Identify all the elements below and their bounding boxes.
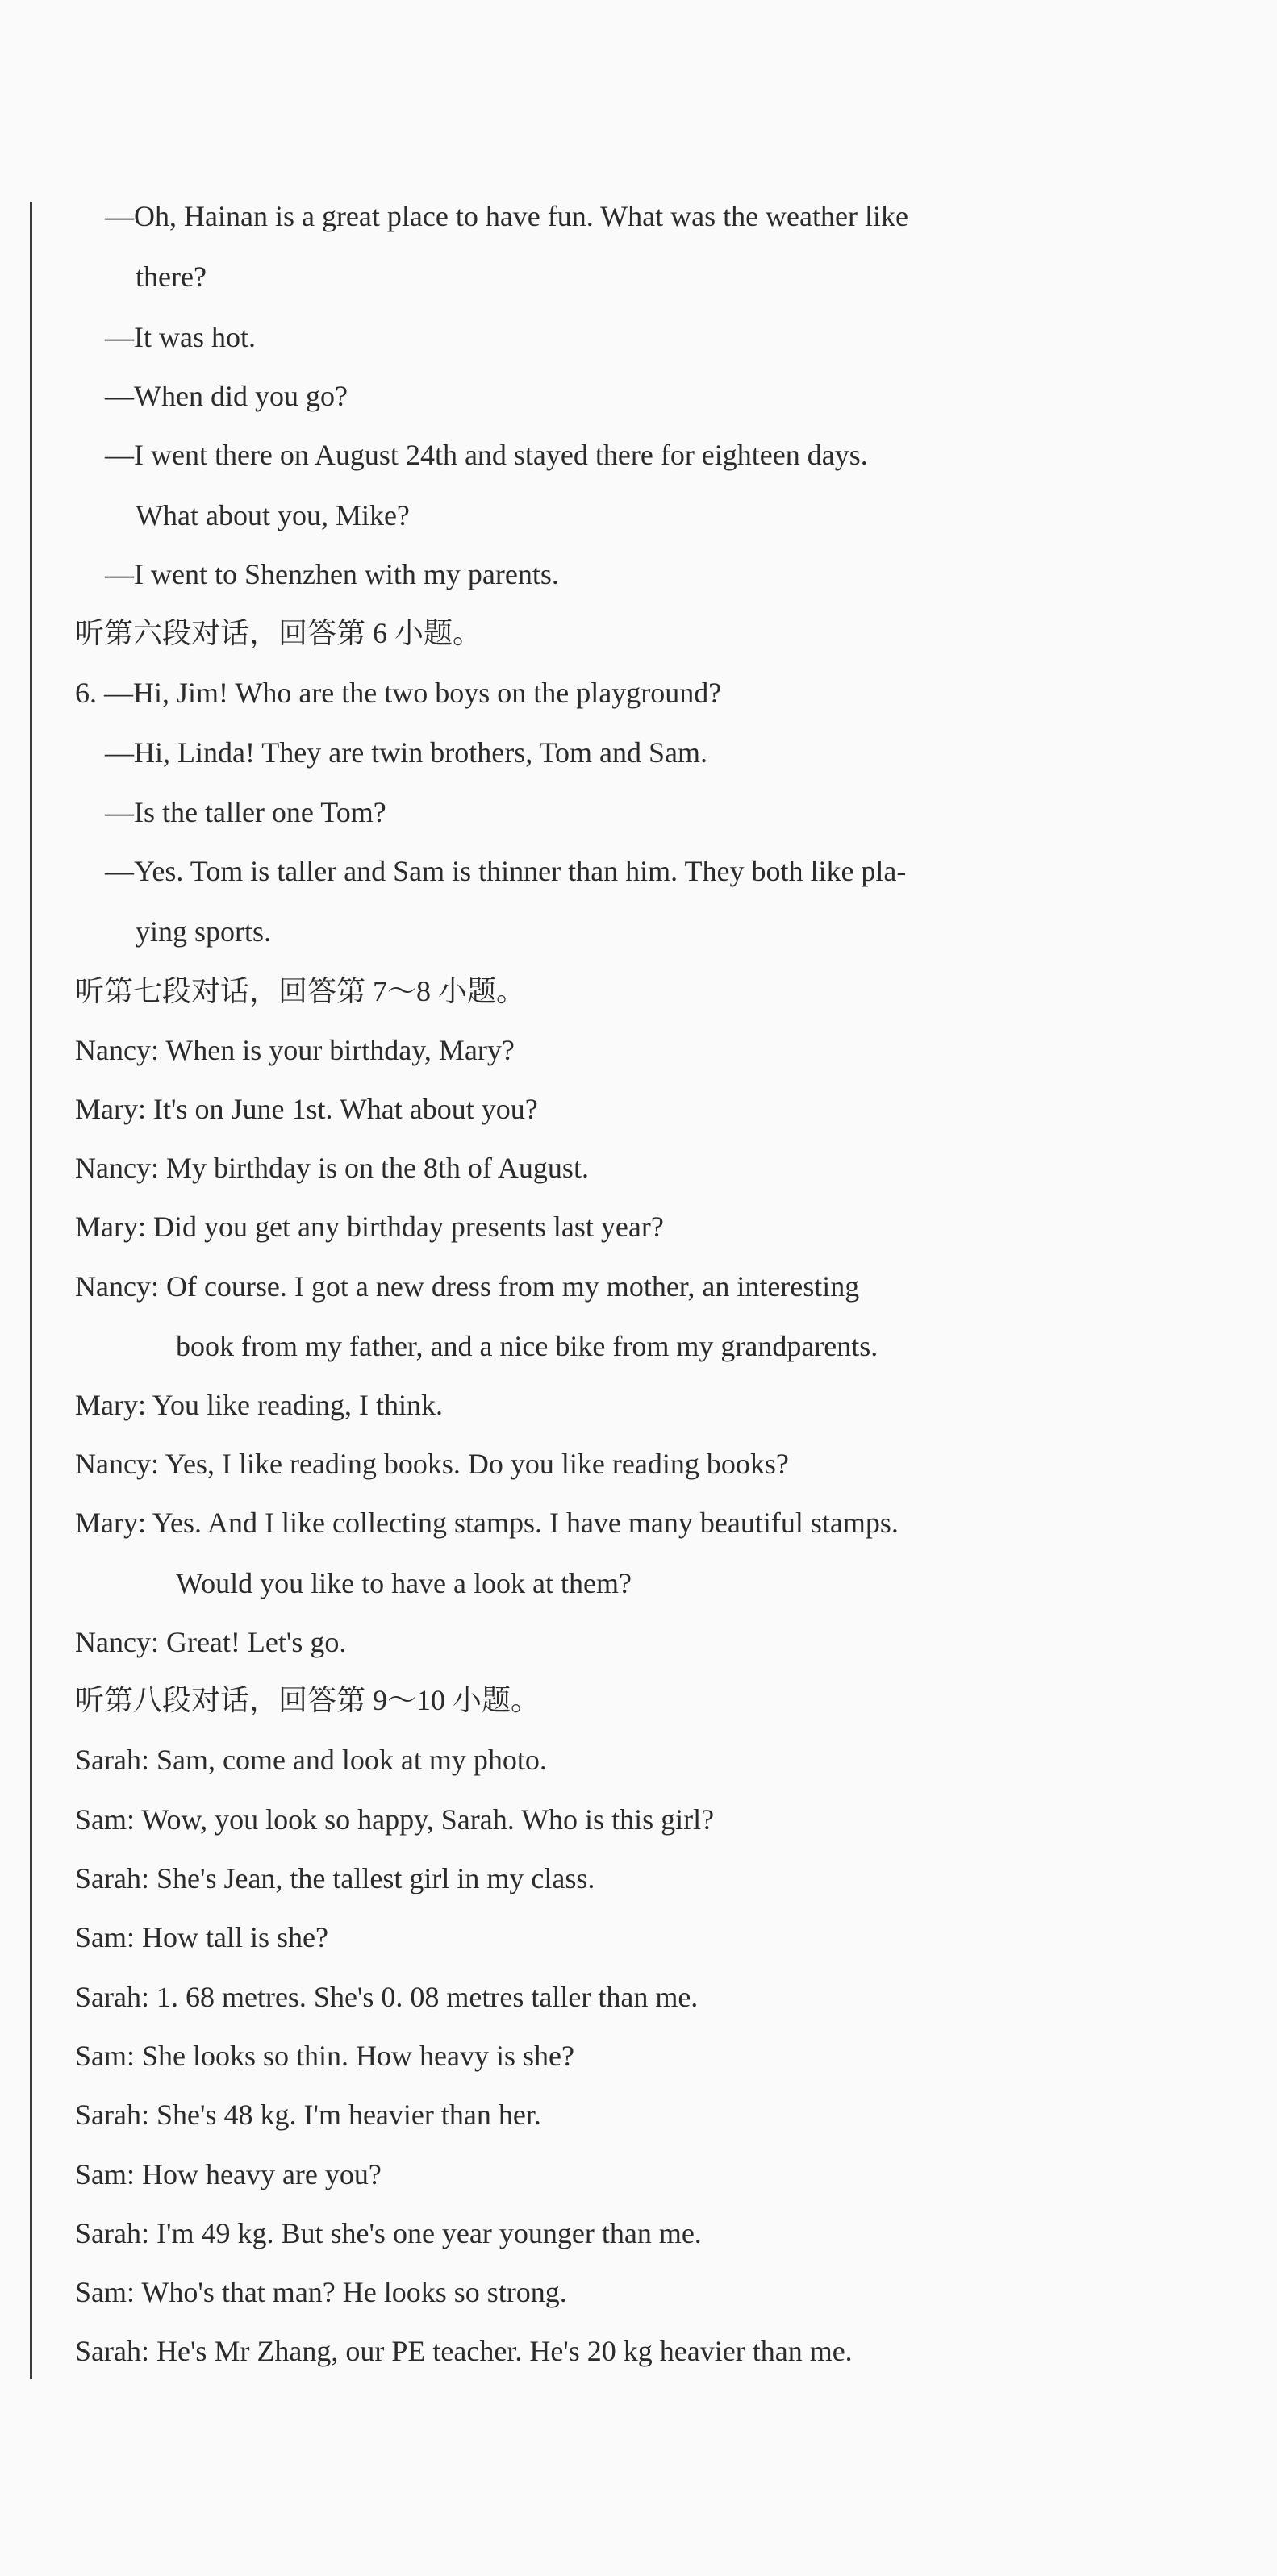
section-heading: 听第八段对话，回答第 9～10 小题。 xyxy=(75,1684,540,1716)
dialogue-line: Sarah: She's Jean, the tallest girl in my class. xyxy=(75,1862,595,1894)
dialogue-line: Sam: She looks so thin. How heavy is she? xyxy=(75,2040,574,2072)
dialogue-line: Sarah: He's Mr Zhang, our PE teacher. He's 20 kg heavier than me. xyxy=(75,2335,853,2367)
dialogue-line: —It was hot. xyxy=(105,321,256,353)
dialogue-line: book from my father, and a nice bike from my grandparents. xyxy=(176,1330,878,1362)
dialogue-line: Sam: Who's that man? He looks so strong. xyxy=(75,2276,567,2308)
dialogue-line: —I went there on August 24th and stayed there for eighteen days. xyxy=(105,439,868,471)
dialogue-line: there? xyxy=(136,261,207,293)
dialogue-line: Nancy: Yes, I like reading books. Do you like reading books? xyxy=(75,1448,789,1480)
dialogue-line: —Oh, Hainan is a great place to have fun. What was the weather like xyxy=(105,200,908,232)
dialogue-line: —Yes. Tom is taller and Sam is thinner than him. They both like pla- xyxy=(105,855,907,887)
dialogue-line: Nancy: Great! Let's go. xyxy=(75,1626,347,1658)
question-line: 6. —Hi, Jim! Who are the two boys on the playground? xyxy=(75,677,722,709)
dialogue-line: —I went to Shenzhen with my parents. xyxy=(105,558,559,590)
left-margin-rule xyxy=(30,202,32,2379)
dialogue-line: Mary: Yes. And I like collecting stamps. I have many beautiful stamps. xyxy=(75,1507,899,1539)
dialogue-line: Nancy: When is your birthday, Mary? xyxy=(75,1034,515,1066)
dialogue-line: Sarah: Sam, come and look at my photo. xyxy=(75,1744,547,1776)
dialogue-line: Sam: Wow, you look so happy, Sarah. Who is this girl? xyxy=(75,1803,715,1836)
dialogue-line: Sarah: 1. 68 metres. She's 0. 08 metres taller than me. xyxy=(75,1981,699,2013)
dialogue-line: Mary: It's on June 1st. What about you? xyxy=(75,1093,538,1125)
dialogue-line: —Is the taller one Tom? xyxy=(105,796,386,828)
section-heading: 听第七段对话，回答第 7～8 小题。 xyxy=(75,975,526,1007)
dialogue-line: Nancy: My birthday is on the 8th of August. xyxy=(75,1152,589,1184)
dialogue-line: Sam: How tall is she? xyxy=(75,1921,328,1953)
dialogue-line: —Hi, Linda! They are twin brothers, Tom and Sam. xyxy=(105,736,707,769)
dialogue-line: Would you like to have a look at them? xyxy=(176,1567,632,1599)
dialogue-line: ying sports. xyxy=(136,915,272,948)
dialogue-line: Sarah: She's 48 kg. I'm heavier than her. xyxy=(75,2099,541,2131)
dialogue-line: Mary: You like reading, I think. xyxy=(75,1389,443,1421)
dialogue-line: —When did you go? xyxy=(105,380,348,412)
dialogue-line: Sarah: I'm 49 kg. But she's one year younger than me. xyxy=(75,2217,702,2249)
dialogue-line: Mary: Did you get any birthday presents last year? xyxy=(75,1211,664,1243)
dialogue-line: What about you, Mike? xyxy=(136,499,410,531)
dialogue-line: Nancy: Of course. I got a new dress from my mother, an interesting xyxy=(75,1270,860,1303)
section-heading: 听第六段对话，回答第 6 小题。 xyxy=(75,617,482,649)
dialogue-line: Sam: How heavy are you? xyxy=(75,2158,382,2190)
